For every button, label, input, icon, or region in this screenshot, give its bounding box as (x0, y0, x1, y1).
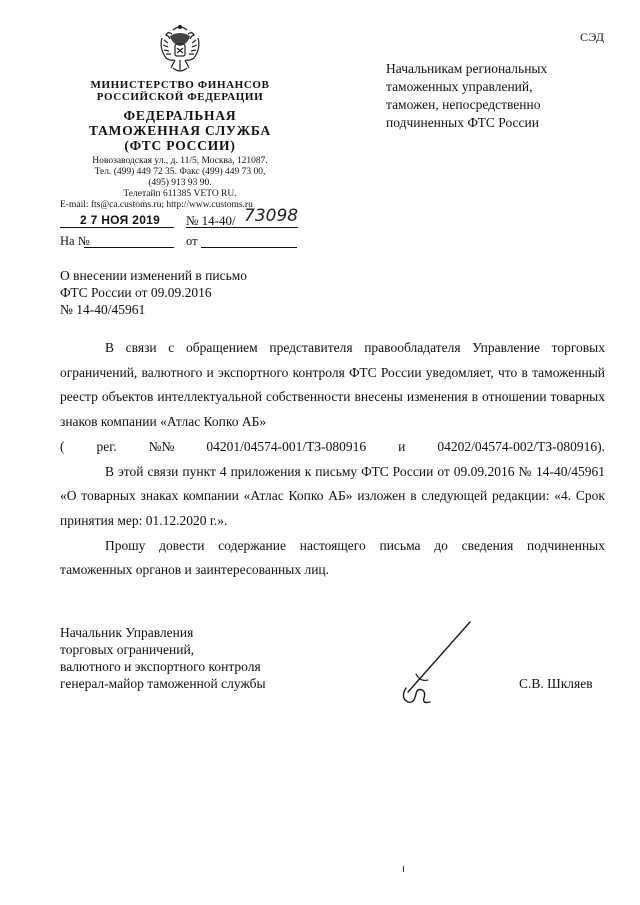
sed-mark: СЭД (580, 30, 605, 44)
letter-body (60, 336, 605, 583)
address-line: Тел. (499) 449 72 35. Факс (499) 449 73 00, (94, 167, 266, 177)
russian-coat-of-arms-icon (158, 24, 202, 76)
reg-part: ( (60, 438, 65, 454)
reg-part: 04201/04574-001/ТЗ-080916 (206, 438, 367, 454)
ministry-line: РОССИЙСКОЙ ФЕДЕРАЦИИ (96, 91, 264, 103)
registration-number-label: № 14-40/ (186, 213, 236, 228)
signer-title-line: торговых ограничений, (60, 642, 195, 657)
address-line: E-mail: fts@ca.customs.ru; http://www.customs.ru (60, 200, 253, 210)
handwritten-signature-icon (386, 618, 482, 706)
address-line: Новозаводская ул., д. 11/5, Москва, 121087. (92, 156, 268, 166)
registration-numbers-line (60, 435, 605, 460)
reference-date-blank (201, 247, 297, 248)
recipient-block (386, 60, 616, 132)
reference-number-blank (84, 247, 174, 248)
reg-part: №№ (148, 438, 175, 454)
service-line: ТАМОЖЕННАЯ СЛУЖБА (88, 123, 272, 138)
body-paragraph-2: В этой связи пункт 4 приложения к письму ФТС России от 09.09.2016 № 14-40/45961 «О товарных знаках компании «Атлас Копко АБ» изложен в следующей редакции: «4. Срок принятия мер: 01.12.2020 г.». (60, 463, 605, 528)
reference-number-label: На № (60, 234, 90, 248)
subject-line: ФТС России от 09.09.2016 (60, 285, 212, 300)
registration-number-handwritten: 73098 (244, 206, 299, 226)
signer-name: С.В. Шкляев (519, 676, 593, 691)
ministry-line: МИНИСТЕРСТВО ФИНАНСОВ (90, 79, 270, 91)
subject-line: О внесении изменений в письмо (60, 268, 248, 283)
service-line: (ФТС РОССИИ) (124, 138, 236, 153)
date-underline (60, 227, 174, 228)
service-line: ФЕДЕРАЛЬНАЯ (123, 108, 237, 123)
reg-part: рег. (96, 438, 117, 454)
body-paragraph-3: Прошу довести содержание настоящего письма до сведения подчиненных таможенных органов и заинтересованных лиц. (60, 537, 605, 578)
reference-date-label: от (186, 234, 198, 248)
number-underline (186, 227, 298, 228)
recipient-line: таможенных управлений, (386, 79, 533, 94)
reg-part: и (398, 438, 406, 454)
service-name (76, 108, 284, 153)
signer-title-line: генерал-майор таможенной службы (60, 676, 266, 691)
address-block (60, 156, 300, 211)
recipient-line: Начальникам региональных (386, 61, 548, 76)
reg-part: 04202/04574-002/ТЗ-080916). (437, 438, 605, 454)
ministry-name (76, 79, 284, 103)
registration-date-stamp: 2 7 НОЯ 2019 (80, 213, 161, 227)
recipient-line: таможен, непосредственно (386, 97, 541, 112)
page-mark (403, 866, 404, 872)
signer-title (60, 624, 266, 692)
signer-title-line: валютного и экспортного контроля (60, 659, 261, 674)
address-line: (495) 913 93 90. (148, 178, 212, 188)
address-line: Телетайп 611385 VETO RU. (123, 189, 237, 199)
subject-block (60, 267, 320, 318)
recipient-line: подчиненных ФТС России (386, 115, 539, 130)
subject-line: № 14-40/45961 (60, 302, 146, 317)
signer-title-line: Начальник Управления (60, 625, 194, 640)
body-paragraph-1: В связи с обращением представителя правообладателя Управление торговых ограничений, валютного и экспортного контроля ФТС России уведомляет, что в таможенный реестр объектов интеллектуальной собственности внесены изменения в отношении товарных знаков компании «Атлас Копко АБ» (60, 340, 605, 430)
